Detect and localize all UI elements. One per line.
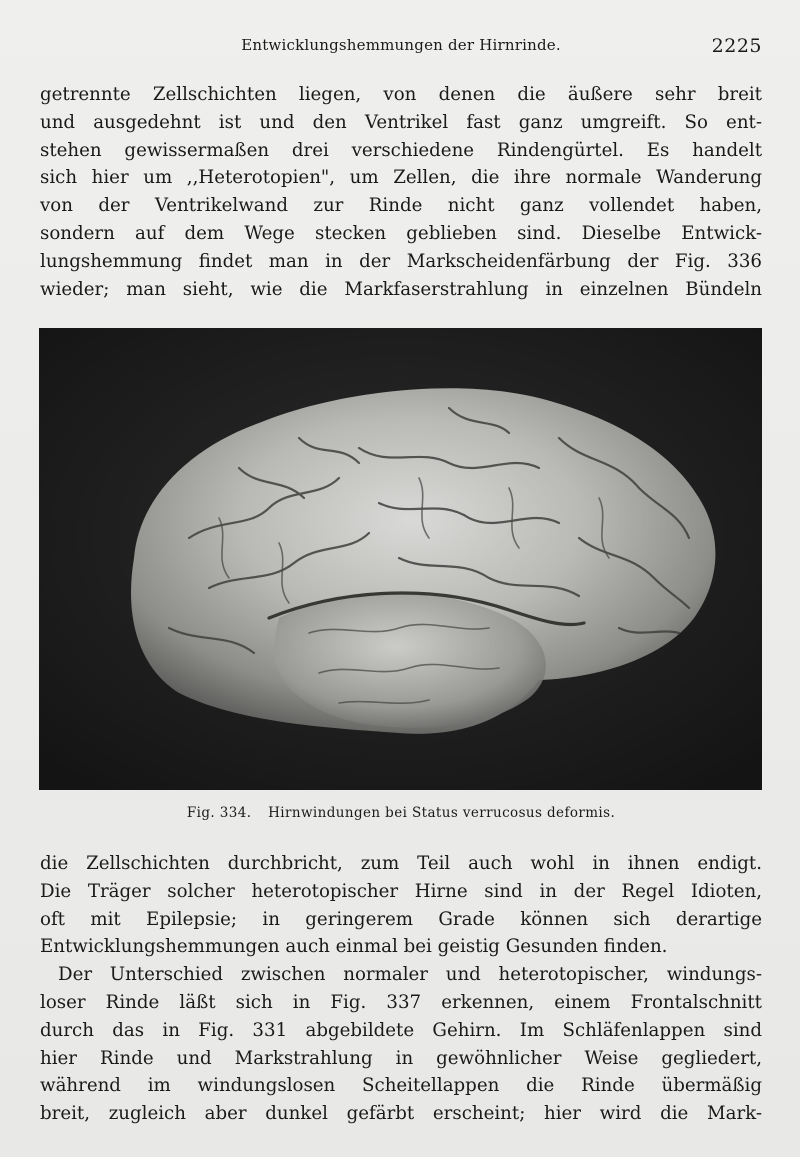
paragraph-bottom: [40, 850, 762, 1128]
text-line: sondern auf dem Wege stecken geblieben sind. Dieselbe Entwick-: [40, 222, 762, 244]
paragraph-top: [40, 81, 762, 303]
text-line: die Zellschichten durchbricht, zum Teil auch wohl in ihnen endigt.: [40, 853, 762, 874]
text-line: stehen gewissermaßen drei verschiedene Rindengürtel. Es handelt: [40, 139, 762, 161]
text-line: durch das in Fig. 331 abgebildete Gehirn. Im Schläfenlappen sind: [40, 1019, 762, 1041]
text-line: Die Träger solcher heterotopischer Hirne sind in der Regel Idioten,: [40, 880, 762, 902]
figure-label: Fig. 334.: [186, 805, 252, 821]
text-line: wieder; man sieht, wie die Markfaserstrahlung in einzelnen Bündeln: [40, 278, 762, 300]
page-number: 2225: [711, 35, 762, 57]
text-line: getrennte Zellschichten liegen, von denen die äußere sehr breit: [40, 84, 762, 105]
running-title: Entwicklungshemmungen der Hirnrinde.: [241, 36, 561, 54]
text-line: lungshemmung findet man in der Markscheidenfärbung der Fig. 336: [40, 250, 762, 272]
text-line: oft mit Epilepsie; in geringerem Grade können sich derartige: [40, 908, 762, 930]
text-line: loser Rinde läßt sich in Fig. 337 erkennen, einem Frontalschnitt: [40, 991, 762, 1013]
brain-photograph: [39, 328, 762, 790]
text-line: und ausgedehnt ist und den Ventrikel fast ganz umgreift. So ent-: [40, 111, 762, 133]
text-line: hier Rinde und Markstrahlung in gewöhnlicher Weise gegliedert,: [40, 1047, 762, 1069]
text-line: Der Unterschied zwischen normaler und heterotopischer, windungs-: [58, 964, 762, 986]
text-line: während im windungslosen Scheitellappen die Rinde übermäßig: [40, 1075, 762, 1097]
text-line: von der Ventrikelwand zur Rinde nicht ganz vollendet haben,: [40, 195, 762, 217]
text-line: Entwicklungshemmungen auch einmal bei geistig Gesunden finden.: [40, 936, 668, 958]
text-line: sich hier um ,,Heterotopien", um Zellen, die ihre normale Wanderung: [40, 167, 762, 189]
brain-illustration: [39, 328, 762, 790]
text-line: breit, zugleich aber dunkel gefärbt erscheint; hier wird die Mark-: [40, 1103, 762, 1125]
running-head: [40, 36, 762, 60]
figure-caption-text: Hirnwindungen bei Status verrucosus deformis.: [268, 805, 616, 821]
figure-caption: [40, 805, 762, 821]
